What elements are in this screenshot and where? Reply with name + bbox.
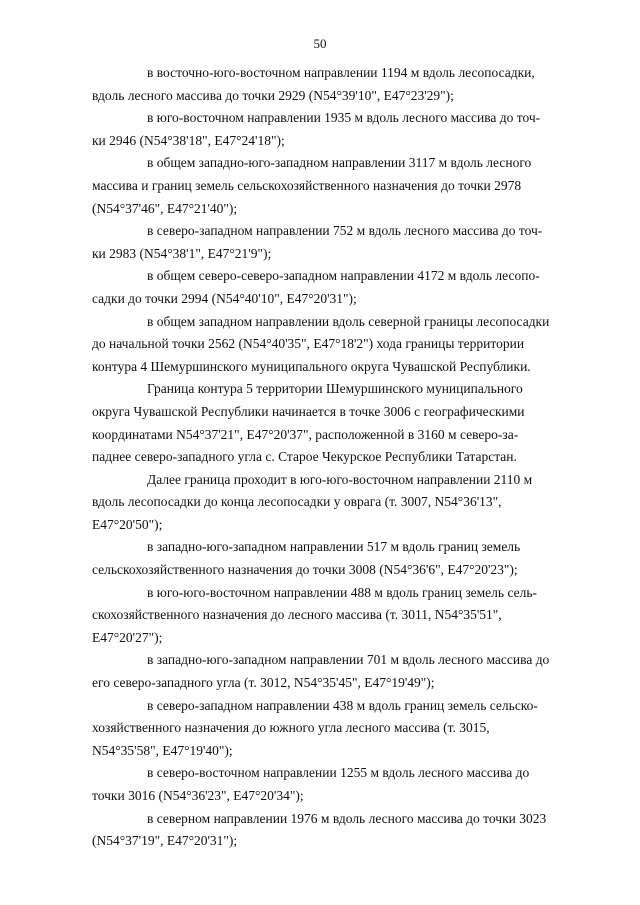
text-line: в западно-юго-западном направлении 701 м вдоль лесного массива до: [147, 652, 550, 668]
text-line: E47°20'50");: [92, 516, 163, 532]
paragraph: [92, 62, 596, 107]
text-line: в северо-западном направлении 752 м вдоль лесного массива до точ-: [147, 223, 543, 239]
text-line: вдоль лесопосадки до конца лесопосадки у оврага (т. 3007, N54°36'13",: [92, 494, 502, 510]
text-line: в восточно-юго-восточном направлении 1194 м вдоль лесопосадки,: [147, 65, 535, 80]
document-body: [92, 62, 596, 853]
text-line: в северо-западном направлении 438 м вдоль границ земель сельско-: [147, 697, 538, 713]
paragraph: [92, 695, 596, 763]
text-line: контура 4 Шемуршинского муниципального округа Чувашской Республики.: [92, 358, 531, 374]
text-line: Граница контура 5 территории Шемуршинского муниципального: [147, 381, 523, 397]
paragraph: [92, 469, 596, 537]
paragraph: [92, 311, 596, 379]
paragraph: [92, 107, 596, 152]
paragraph: [92, 808, 596, 853]
text-line: в юго-восточном направлении 1935 м вдоль лесного массива до точ-: [147, 110, 541, 126]
text-line: в общем западном направлении вдоль северной границы лесопосадки: [147, 313, 550, 329]
text-line: до начальной точки 2562 (N54°40'35", E47°18'2") хода границы территории: [92, 336, 525, 352]
text-line: в общем северо-северо-западном направлении 4172 м вдоль лесопо-: [147, 268, 540, 284]
text-line: садки до точки 2994 (N54°40'10", E47°20'31");: [92, 290, 357, 306]
page-number: 50: [313, 36, 327, 51]
text-line: N54°35'58", E47°19'40");: [92, 742, 233, 758]
text-line: округа Чувашской Республики начинается в точке 3006 с географическими: [92, 403, 525, 419]
text-line: ки 2946 (N54°38'18", E47°24'18");: [92, 132, 285, 148]
text-line: сельскохозяйственного назначения до точки 3008 (N54°36'6", E47°20'23");: [92, 562, 518, 578]
text-line: вдоль лесного массива до точки 2929 (N54°39'10", E47°23'29");: [92, 87, 454, 103]
paragraph: [92, 220, 596, 265]
text-line: паднее северо-западного угла с. Старое Чекурское Республики Татарстан.: [92, 449, 517, 465]
text-line: в северном направлении 1976 м вдоль лесного массива до точки 3023: [147, 810, 547, 826]
paragraph: [92, 536, 596, 581]
text-line: в северо-восточном направлении 1255 м вдоль лесного массива до: [147, 765, 530, 781]
paragraph: [92, 649, 596, 694]
text-line: (N54°37'19", E47°20'31");: [92, 833, 238, 849]
paragraph: [92, 152, 596, 220]
text-line: координатами N54°37'21", E47°20'37", расположенной в 3160 м северо-за-: [92, 426, 519, 442]
text-line: в западно-юго-западном направлении 517 м вдоль границ земель: [147, 539, 521, 555]
text-line: массива и границ земель сельскохозяйственного назначения до точки 2978: [92, 177, 522, 193]
text-line: (N54°37'46", E47°21'40");: [92, 200, 238, 216]
paragraph: [92, 582, 596, 650]
text-line: скохозяйственного назначения до лесного массива (т. 3011, N54°35'51",: [92, 607, 502, 623]
text-line: ки 2983 (N54°38'1", E47°21'9");: [92, 245, 272, 261]
text-line: в юго-юго-восточном направлении 488 м вдоль границ земель сель-: [147, 584, 537, 600]
paragraph: [92, 762, 596, 807]
text-line: его северо-западного угла (т. 3012, N54°35'45", E47°19'49");: [92, 675, 435, 691]
text-line: Далее граница проходит в юго-юго-восточном направлении 2110 м: [147, 471, 533, 487]
paragraph: [92, 378, 596, 468]
text-line: точки 3016 (N54°36'23", E47°20'34");: [92, 788, 304, 803]
text-line: хозяйственного назначения до южного угла лесного массива (т. 3015,: [92, 720, 490, 736]
text-line: в общем западно-юго-западном направлении 3117 м вдоль лесного: [147, 155, 532, 171]
paragraph: [92, 265, 596, 310]
text-line: E47°20'27");: [92, 629, 163, 645]
